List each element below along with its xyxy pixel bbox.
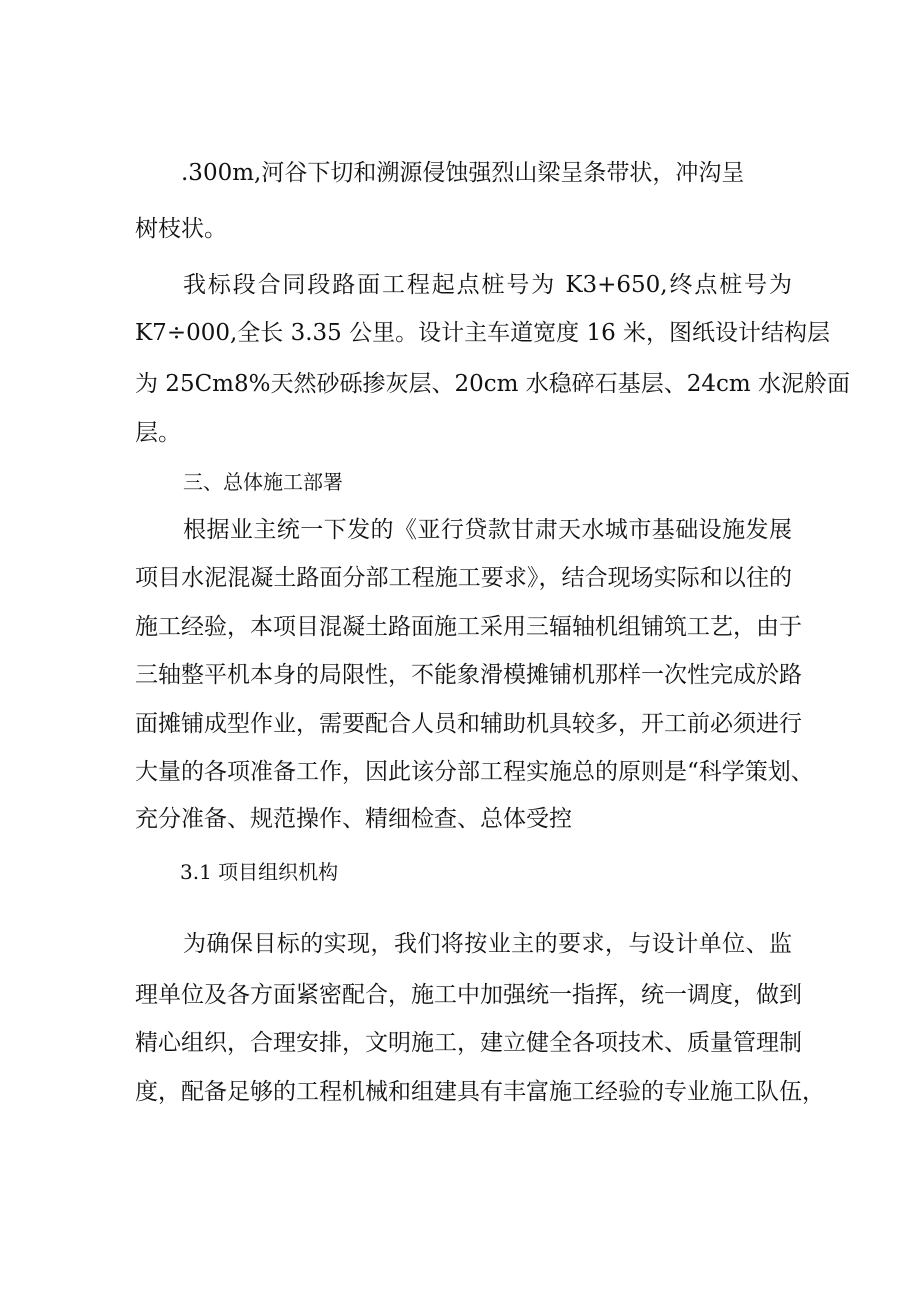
paragraph-2-line-2: K7÷000,全长 3.35 公里。设计主车道宽度 16 米，图纸设计结构层 bbox=[135, 320, 831, 346]
paragraph-3-line-4: 三轴整平机本身的局限性，不能象滑模摊铺机那样一次性完成於路 bbox=[135, 662, 802, 688]
paragraph-3-line-7: 充分准备、规范操作、精细检查、总体受控 bbox=[135, 806, 572, 832]
paragraph-2-line-1: 我标段合同段路面工程起点桩号为 K3+650,终点桩号为 bbox=[183, 272, 792, 298]
paragraph-3-line-6: 大量的各项准备工作，因此该分部工程实施总的原则是“科学策划、 bbox=[135, 759, 814, 785]
paragraph-3-line-1: 根据业主统一下发的《亚行贷款甘肃天水城市基础设施发展 bbox=[183, 517, 792, 543]
paragraph-2-line-3: 为 25Cm8%天然砂砾掺灰层、20cm 水稳碎石基层、24cm 水泥舲面 bbox=[135, 371, 851, 397]
paragraph-4-line-4: 度，配备足够的工程机械和组建具有丰富施工经验的专业施工队伍， bbox=[135, 1079, 825, 1105]
paragraph-2-line-4: 层。 bbox=[135, 420, 181, 446]
subsection-heading-3-1: 3.1 项目组织机构 bbox=[180, 860, 339, 884]
paragraph-4-line-1: 为确保目标的实现，我们将按业主的要求，与设计单位、监 bbox=[183, 931, 792, 957]
section-heading-3: 三、总体施工部署 bbox=[183, 470, 343, 494]
paragraph-4-line-3: 精心组织，合理安排，文明施工，建立健全各项技术、质量管理制 bbox=[135, 1030, 802, 1056]
paragraph-3-line-3: 施工经验，本项目混凝土路面施工采用三辐轴机组铺筑工艺，由于 bbox=[135, 614, 802, 640]
paragraph-3-line-2: 项目水泥混凝土路面分部工程施工要求》，结合现场实际和以往的 bbox=[135, 565, 792, 591]
paragraph-3-line-5: 面摊铺成型作业，需要配合人员和辅助机具较多，开工前必须进行 bbox=[135, 711, 802, 737]
paragraph-4-line-2: 理单位及各方面紧密配合，施工中加强统一指挥，统一调度，做到 bbox=[135, 982, 802, 1008]
paragraph-1-line-1: .300m,河谷下切和溯源侵蚀强烈山梁呈条带状，冲沟呈 bbox=[181, 160, 745, 186]
paragraph-1-line-2: 树枝状。 bbox=[135, 216, 227, 242]
